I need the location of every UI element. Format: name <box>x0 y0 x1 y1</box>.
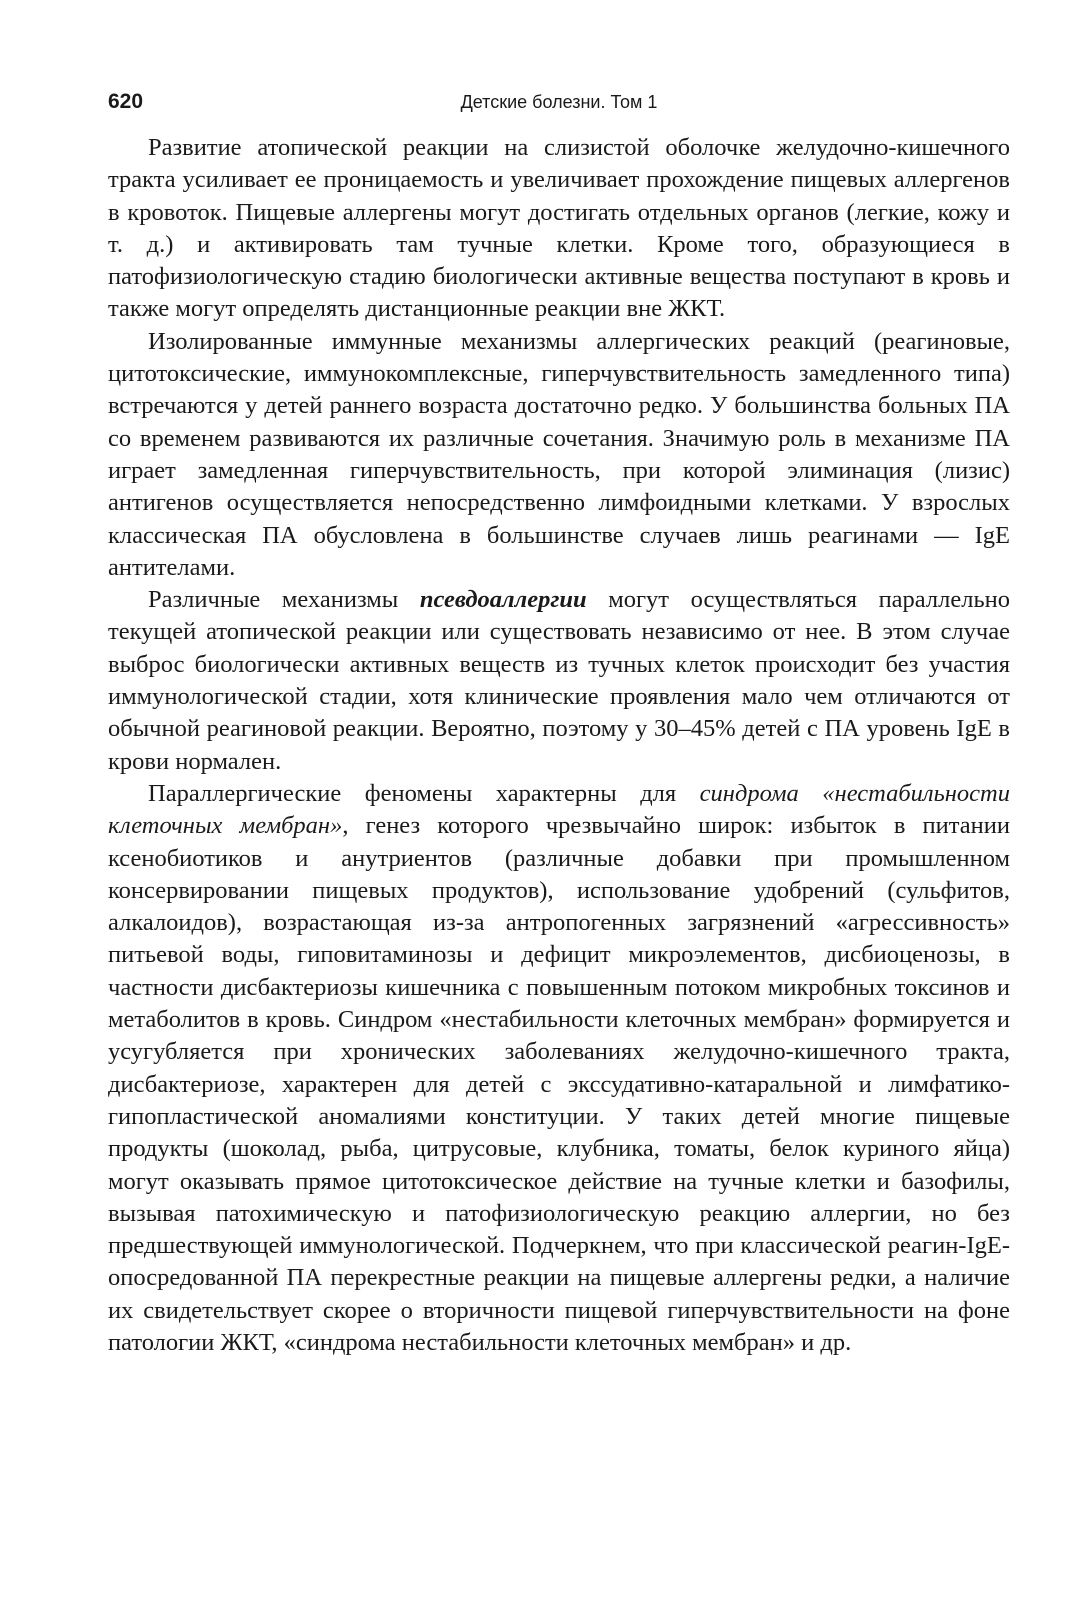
paragraph-4 <box>108 778 1010 1359</box>
running-title: Детские болезни. Том 1 <box>460 92 658 112</box>
paragraph-4-after: , генез которого чрезвычайно широк: избыток в питании ксенобиотиков и анутриентов (различные добавки при промышленном консервировании пищевых продуктов), использование удобрений (сульфитов, алкалоидов), возрастающая из-за антропогенных загрязнений «агрессивность» питьевой воды, гиповитаминозы и дефицит микроэлементов, дисбиоценозы, в частности дисбактериозы кишечника с повышенным потоком микробных токсинов и метаболитов в кровь. Синдром «нестабильности клеточных мембран» формируется и усугубляется при хронических заболеваниях желудочно-кишечного тракта, дисбактериозе, характерен для детей с экссудативно-катаральной и лимфатико-гипопластической аномалиями конституции. У таких детей многие пищевые продукты (шоколад, рыба, цитрусовые, клубника, томаты, белок куриного яйца) могут оказывать прямое цитотоксическое действие на тучные клетки и базофилы, вызывая патохимическую и патофизиологическую реакцию аллергии, но без предшествующей иммунологической. Подчеркнем, что при классической реагин-IgE-опосредованной ПА перекрестные реакции на пищевые аллергены редки, а наличие их свидетельствует скорее о вторичности пищевой гиперчувствительности на фоне патологии ЖКТ, «синдрома нестабильности клеточных мембран» и др. <box>108 812 1010 1356</box>
paragraph-3-after: могут осуществляться параллельно текущей атопической реакции или существовать независимо от нее. В этом случае выброс биологически активных веществ из тучных клеток происходит без участия иммунологической стадии, хотя клинические проявления мало чем отличаются от обычной реагиновой реакции. Вероятно, поэтому у 30–45% детей с ПА уровень IgE в крови нормален. <box>108 586 1010 775</box>
page-number: 620 <box>108 90 144 113</box>
term-pseudoallergy: псевдоаллергии <box>419 586 587 614</box>
paragraph-1: Развитие атопической реакции на слизистой оболочке желудочно-кишечного тракта усиливает ее проницаемость и увеличивает прохождение пищевых аллергенов в кровоток. Пищевые аллергены могут достигать отдельных органов (легкие, кожу и т. д.) и активировать там тучные клетки. Кроме того, образующиеся в патофизиологическую стадию биологически активные вещества поступают в кровь и также могут определять дистанционные реакции вне ЖКТ. <box>108 134 1010 323</box>
book-page <box>108 88 1010 1359</box>
body-text <box>108 132 1010 1359</box>
paragraph-4-before: Параллергические феномены характерны для <box>148 779 700 807</box>
paragraph-3-before: Различные механизмы <box>148 586 420 614</box>
paragraph-2: Изолированные иммунные механизмы аллергических реакций (реагиновые, цитотоксические, иммунокомплексные, гиперчувствительность замедленного типа) встречаются у детей раннего возраста достаточно редко. У большинства больных ПА со временем развиваются их различные сочетания. Значимую роль в механизме ПА играет замедленная гиперчувствительность, при которой элиминация (лизис) антигенов осуществляется непосредственно лимфоидными клетками. У взрослых классическая ПА обусловлена в большинстве случаев лишь реагинами — IgE антителами. <box>108 327 1010 581</box>
page-header <box>108 88 1010 124</box>
term-membrane-instability-syndrome: синдрома «нестабильности клеточных мембран» <box>108 779 1010 840</box>
paragraph-3 <box>108 584 1010 778</box>
